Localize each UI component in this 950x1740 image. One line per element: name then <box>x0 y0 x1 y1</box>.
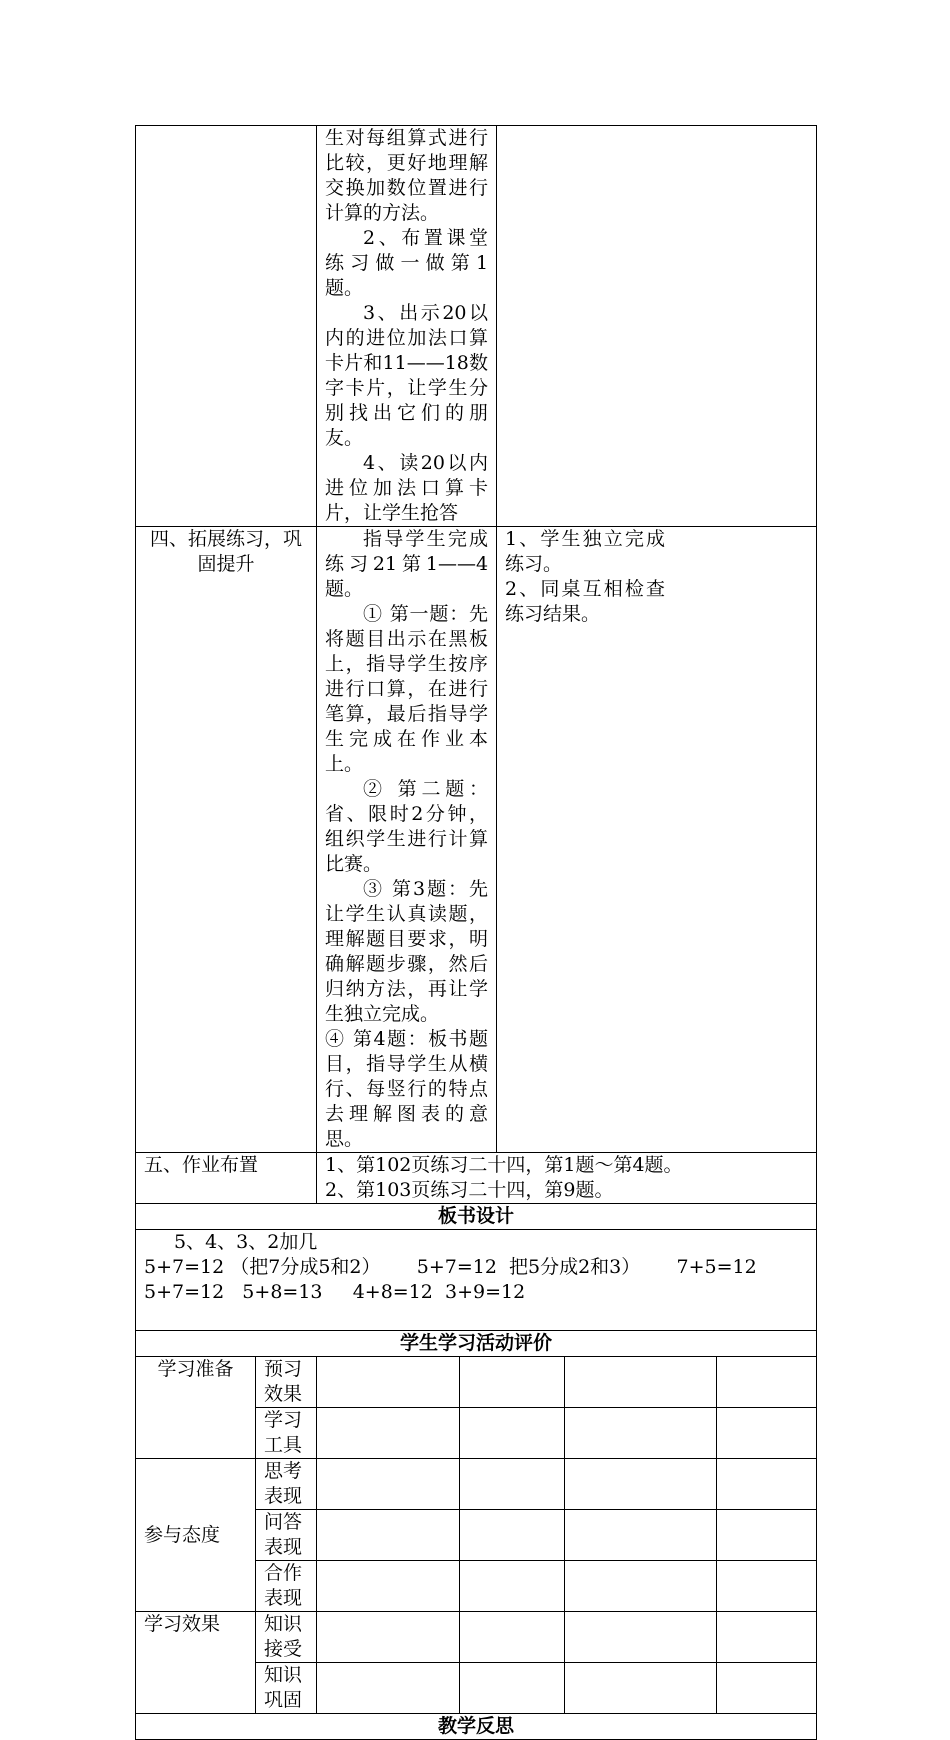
eval-score-cell <box>717 1561 817 1612</box>
board-line-3: 5+7=12 5+8=13 4+8=12 3+9=12 <box>144 1281 526 1303</box>
student-line: 2、同桌互相检查练习结果。 <box>505 578 666 625</box>
board-content-row <box>136 1230 817 1331</box>
eval-item: 思考表现 <box>256 1459 317 1510</box>
section-5-row <box>136 1153 817 1204</box>
eval-group-name: 学习准备 <box>136 1357 256 1459</box>
reflection-heading-row <box>136 1714 817 1740</box>
section-4-teacher-cell <box>317 527 497 1153</box>
eval-item: 合作表现 <box>256 1561 317 1612</box>
evaluation-row <box>136 1459 817 1510</box>
eval-score-cell <box>460 1408 565 1459</box>
eval-score-cell <box>317 1612 460 1663</box>
eval-group-name: 参与态度 <box>136 1459 256 1612</box>
section-4-row <box>136 527 817 1153</box>
section-5-content <box>317 1153 817 1204</box>
eval-score-cell <box>717 1357 817 1408</box>
continued-teacher-cell <box>317 126 497 527</box>
eval-score-cell <box>460 1561 565 1612</box>
eval-score-cell <box>317 1459 460 1510</box>
eval-score-cell <box>317 1408 460 1459</box>
continued-left-cell <box>136 126 317 527</box>
teacher-line: 指导学生完成练习21第1——4题。 <box>325 528 489 600</box>
eval-item: 学习工具 <box>256 1408 317 1459</box>
reflection-heading: 教学反思 <box>136 1714 817 1740</box>
evaluation-row <box>136 1612 817 1663</box>
eval-item: 预习效果 <box>256 1357 317 1408</box>
eval-score-cell <box>317 1357 460 1408</box>
eval-score-cell <box>565 1510 717 1561</box>
eval-item: 知识巩固 <box>256 1663 317 1714</box>
teacher-line: ② 第二题：省、限时2分钟，组织学生进行计算比赛。 <box>325 778 489 875</box>
section-5-title: 五、作业布置 <box>136 1153 317 1204</box>
board-line-1: 5、4、3、2加几 <box>174 1231 318 1253</box>
eval-score-cell <box>317 1510 460 1561</box>
homework-line: 1、第102页练习二十四，第1题～第4题。 <box>325 1154 683 1176</box>
eval-score-cell <box>565 1561 717 1612</box>
eval-score-cell <box>717 1510 817 1561</box>
evaluation-row <box>136 1357 817 1408</box>
eval-score-cell <box>565 1408 717 1459</box>
eval-score-cell <box>460 1663 565 1714</box>
eval-score-cell <box>317 1663 460 1714</box>
eval-score-cell <box>317 1561 460 1612</box>
continued-line: 4、读20以内进位加法口算卡片，让学生抢答 <box>325 452 489 524</box>
board-heading-row <box>136 1204 817 1230</box>
section-4-student-cell <box>497 527 817 1153</box>
continued-line: 生对每组算式进行比较，更好地理解交换加数位置进行计算的方法。 <box>325 127 489 224</box>
homework-line: 2、第103页练习二十四，第9题。 <box>325 1179 614 1201</box>
teacher-line: ④ 第4题：板书题目，指导学生从横行、每竖行的特点去理解图表的意思。 <box>325 1028 489 1150</box>
eval-group-name: 学习效果 <box>136 1612 256 1714</box>
board-line-2: 5+7=12 （把7分成5和2） 5+7=12 把5分成2和3） 7+5=12 <box>144 1256 757 1278</box>
board-heading: 板书设计 <box>136 1204 817 1230</box>
teacher-line: ① 第一题：先将题目出示在黑板上，指导学生按序进行口算，在进行笔算，最后指导学生完成在作业本上。 <box>325 603 489 775</box>
eval-score-cell <box>565 1612 717 1663</box>
eval-score-cell <box>460 1459 565 1510</box>
board-content <box>136 1230 817 1331</box>
continued-row <box>136 126 817 527</box>
eval-score-cell <box>460 1357 565 1408</box>
eval-score-cell <box>717 1408 817 1459</box>
eval-score-cell <box>717 1459 817 1510</box>
eval-score-cell <box>717 1663 817 1714</box>
eval-score-cell <box>565 1459 717 1510</box>
continued-student-cell <box>497 126 817 527</box>
eval-score-cell <box>460 1510 565 1561</box>
student-line: 1、学生独立完成练习。 <box>505 528 666 575</box>
eval-score-cell <box>565 1357 717 1408</box>
continued-line: 3、出示20以内的进位加法口算卡片和11——18数字卡片，让学生分别找出它们的朋友。 <box>325 302 489 449</box>
evaluation-heading: 学生学习活动评价 <box>136 1331 817 1357</box>
continued-line: 2、布置课堂练习做一做第1题。 <box>325 227 489 299</box>
eval-score-cell <box>717 1612 817 1663</box>
eval-item: 问答表现 <box>256 1510 317 1561</box>
teacher-line: ③ 第3题：先让学生认真读题，理解题目要求，明确解题步骤，然后归纳方法，再让学生独立完成。 <box>325 878 489 1025</box>
eval-score-cell <box>565 1663 717 1714</box>
eval-score-cell <box>460 1612 565 1663</box>
lesson-plan-table <box>135 125 817 1740</box>
eval-item: 知识接受 <box>256 1612 317 1663</box>
section-4-title: 四、拓展练习，巩固提升 <box>136 527 317 1153</box>
